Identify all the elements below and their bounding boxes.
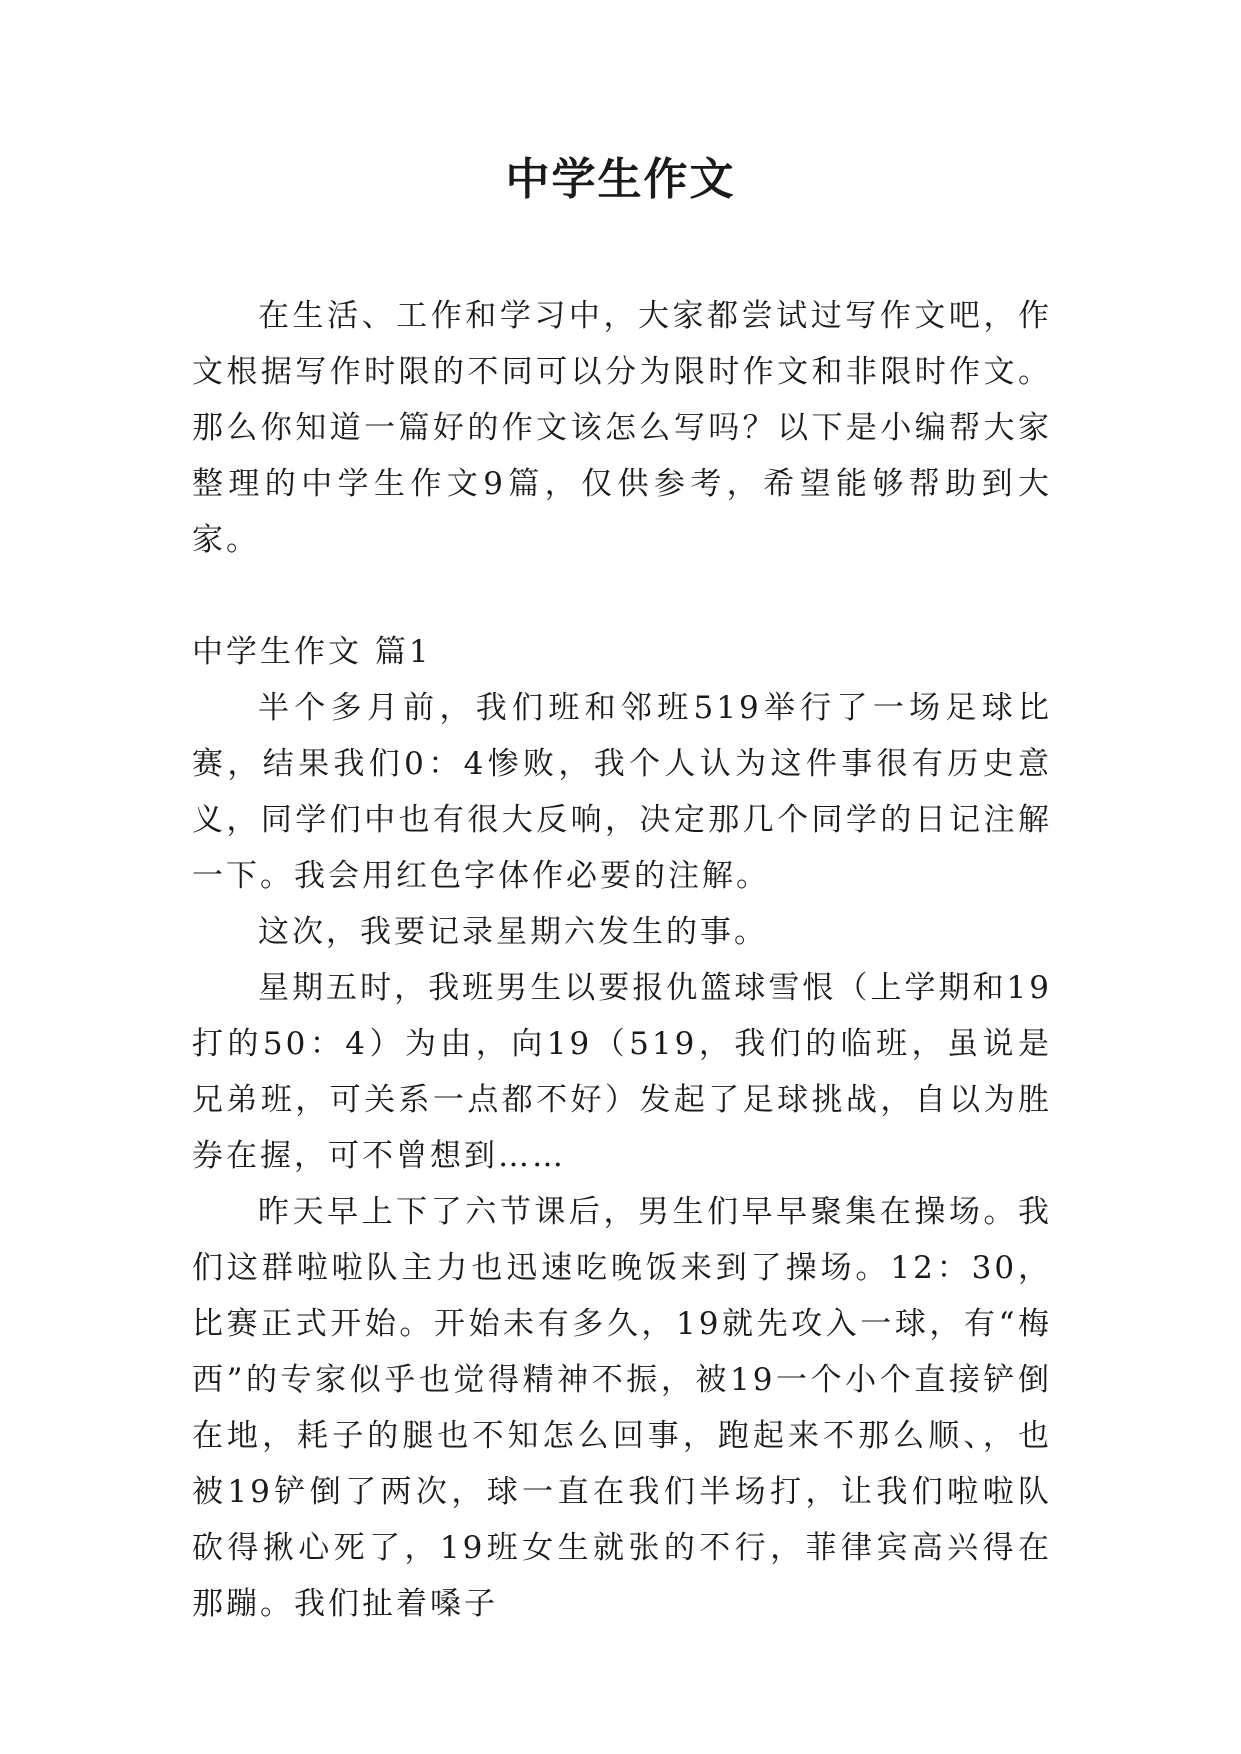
document-title: 中学生作文	[505, 154, 736, 205]
body-paragraph-4: 昨天早上下了六节课后，男生们早早聚集在操场。我们这群啦啦队主力也迅速吃晚饭来到了操场。12：30，比赛正式开始。开始未有多久，19就先攻入一球，有“梅西”的专家似乎也觉得精神不振，被19一个小个直接铲倒在地，耗子的腿也不知怎么回事，跑起来不那么顺、，也被19铲倒了两次，球一直在我们半场打，让我们啦啦队砍得揪心死了，19班女生就张的不行，菲律宾高兴得在那蹦。我们扯着嗓子	[192, 1194, 1052, 1622]
section-heading: 中学生作文 篇1	[192, 634, 432, 670]
body-paragraph-1: 半个多月前，我们班和邻班519举行了一场足球比赛，结果我们0：4惨败，我个人认为这件事很有历史意义，同学们中也有很大反响，决定那几个同学的日记注解一下。我会用红色字体作必要的注解。	[192, 690, 1052, 894]
intro-paragraph: 在生活、工作和学习中，大家都尝试过写作文吧，作文根据写作时限的不同可以分为限时作文和非限时作文。那么你知道一篇好的作文该怎么写吗？以下是小编帮大家整理的中学生作文9篇，仅供参考，希望能够帮助到大家。	[192, 298, 1052, 558]
body-paragraph-2: 这次，我要记录星期六发生的事。	[258, 914, 768, 950]
document-body	[192, 288, 1052, 1632]
body-paragraph-3: 星期五时，我班男生以要报仇篮球雪恨（上学期和19打的50：4）为由，向19（519，我们的临班，虽说是兄弟班，可关系一点都不好）发起了足球挑战，自以为胜券在握，可不曾想到……	[192, 970, 1052, 1174]
